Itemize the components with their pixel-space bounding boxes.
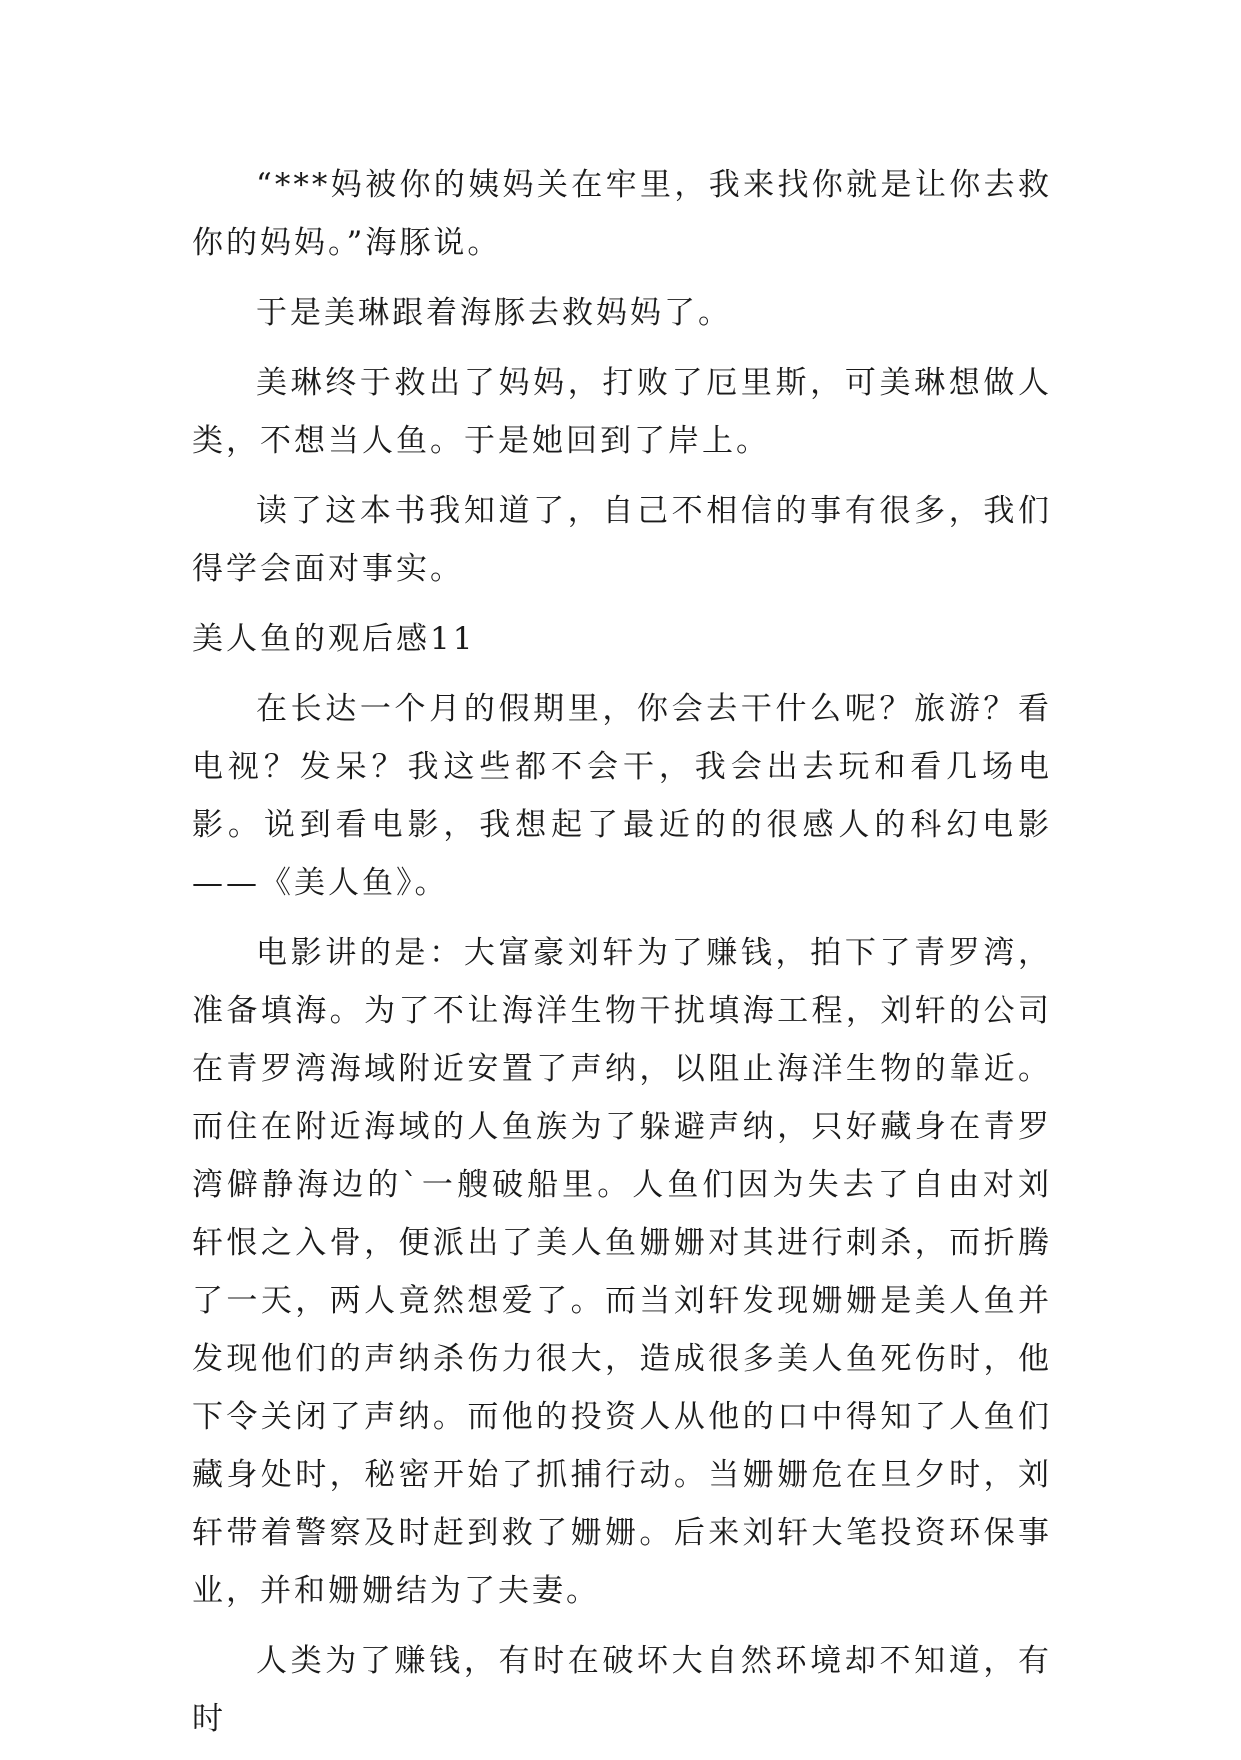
paragraph-dolphin-quote: “***妈被你的姨妈关在牢里，我来找你就是让你去救你的妈妈。”海豚说。 — [192, 167, 1052, 261]
paragraph-holiday: 在长达一个月的假期里，你会去干什么呢？旅游？看电视？发呆？我这些都不会干，我会出去玩和看几场电影。说到看电影，我想起了最近的的很感人的科幻电影——《美人鱼》。 — [192, 691, 1052, 901]
document-body — [192, 156, 1052, 1760]
paragraph-film-plot: 电影讲的是：大富豪刘轩为了赚钱，拍下了青罗湾，准备填海。为了不让海洋生物干扰填海工程，刘轩的公司在青罗湾海域附近安置了声纳，以阻止海洋生物的靠近。而住在附近海域的人鱼族为了躲避声纳，只好藏身在青罗湾僻静海边的`一艘破船里。人鱼们因为失去了自由对刘轩恨之入骨，便派出了美人鱼姗姗对其进行刺杀，而折腾了一天，两人竟然想爱了。而当刘轩发现姗姗是美人鱼并发现他们的声纳杀伤力很大，造成很多美人鱼死伤时，他下令关闭了声纳。而他的投资人从他的口中得知了人鱼们藏身处时，秘密开始了抓捕行动。当姗姗危在旦夕时，刘轩带着警察及时赶到救了姗姗。后来刘轩大笔投资环保事业，并和姗姗结为了夫妻。 — [192, 935, 1052, 1609]
paragraph-reflection: 读了这本书我知道了，自己不相信的事有很多，我们得学会面对事实。 — [192, 493, 1052, 587]
paragraph-rescue-mother: 美琳终于救出了妈妈，打败了厄里斯，可美琳想做人类，不想当人鱼。于是她回到了岸上。 — [192, 365, 1052, 459]
paragraph-conclusion: 人类为了赚钱，有时在破坏大自然环境却不知道，有时 — [192, 1643, 1052, 1737]
paragraph-follow-dolphin: 于是美琳跟着海豚去救妈妈了。 — [256, 295, 732, 331]
section-heading: 美人鱼的观后感11 — [192, 621, 476, 657]
